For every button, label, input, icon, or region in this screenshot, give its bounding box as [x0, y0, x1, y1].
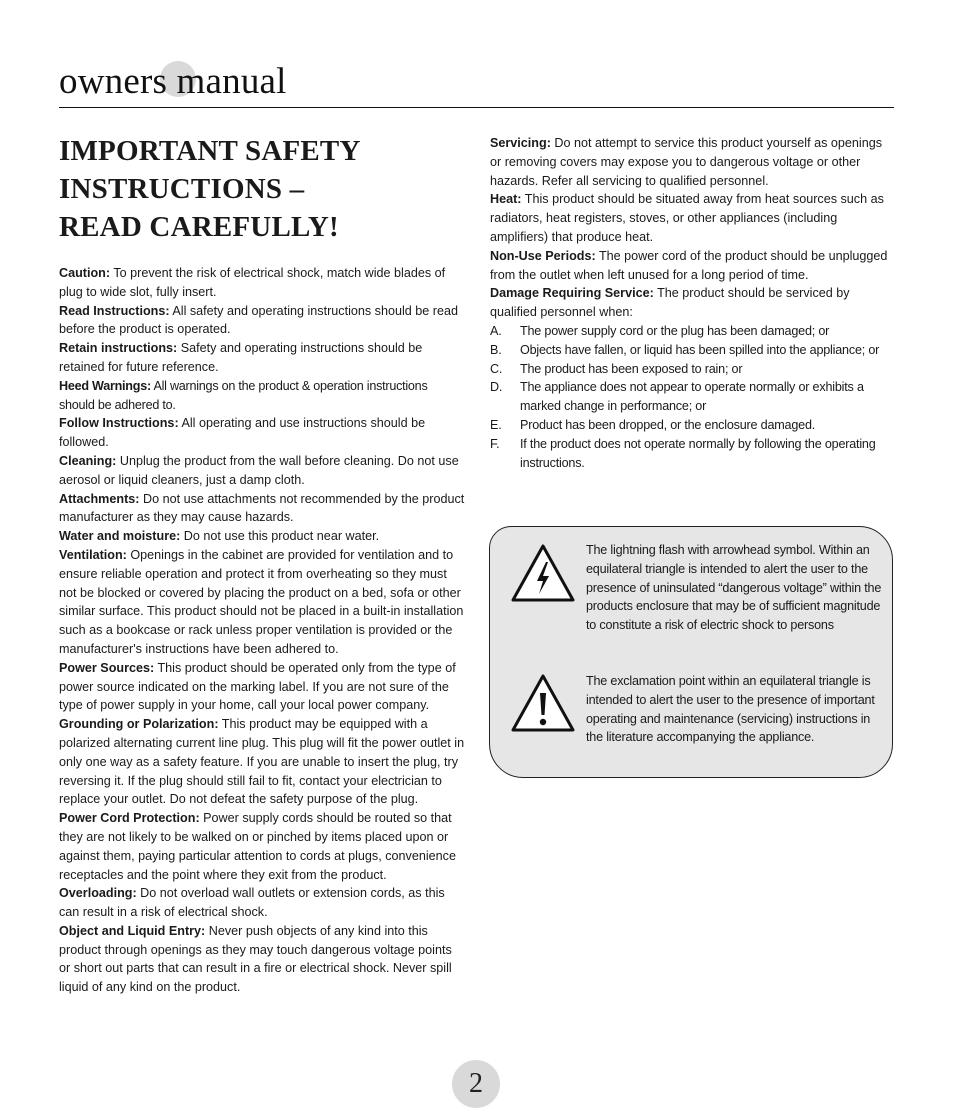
headline-line: INSTRUCTIONS –: [59, 173, 305, 205]
list-item: E. Product has been dropped, or the enclosure damaged.: [490, 417, 816, 432]
safety-item-water-moisture: Water and moisture: Do not use this product near water.: [59, 529, 380, 544]
safety-item-power-cord: Power Cord Protection: Power supply cords should be routed so that they are not likely to be walked on or pinched by items placed upon or against them, paying particular attention to cords at plugs, convenience receptacles and the point where they exit from the product.: [59, 811, 456, 882]
safety-item-attachments: Attachments: Do not use attachments not recommended by the product manufacturer as they may cause hazards.: [59, 491, 465, 525]
safety-item-follow-instructions: Follow Instructions: All operating and use instructions should be followed.: [59, 416, 426, 450]
page-number: 2: [469, 1068, 483, 1099]
safety-item-heat: Heat: This product should be situated away from heat sources such as radiators, heat registers, stoves, or other appliances (including amplifiers) that produce heat.: [490, 192, 884, 244]
safety-item-damage-service: Damage Requiring Service: The product should be serviced by qualified personnel when:: [490, 286, 850, 320]
header-divider: [59, 107, 894, 108]
safety-item-caution: Caution: To prevent the risk of electrical shock, match wide blades of plug to wide slot, fully insert.: [59, 266, 446, 299]
page-title: owners manual: [59, 61, 287, 102]
warning-symbols-box: [489, 526, 893, 778]
list-item: A. The power supply cord or the plug has been damaged; or: [490, 323, 830, 338]
safety-item-object-liquid: Object and Liquid Entry: Never push objects of any kind into this product through openings as they may touch dangerous voltage points or short out parts that can result in a fire or electrical shock. Never spill liquid of any kind on the product.: [59, 923, 452, 995]
safety-item-cleaning: Cleaning: Unplug the product from the wall before cleaning. Do not use aerosol or liquid cleaners, just a damp cloth.: [59, 453, 459, 487]
right-column: [490, 134, 894, 472]
list-item: D. The appliance does not appear to operate normally or exhibits a marked change in performance; or: [490, 380, 864, 414]
safety-item-power-sources: Power Sources: This product should be operated only from the type of power source indicated on the marking label. If you are not sure of the type of power supply in your home, call your local power company.: [59, 660, 456, 713]
list-item: B. Objects have fallen, or liquid has been spilled into the appliance; or: [490, 342, 880, 357]
headline-line: READ CAREFULLY!: [59, 211, 339, 243]
lightning-symbol-description: The lightning flash with arrowhead symbol. Within an equilateral triangle is intended to alert the user to the presence of uninsulated “dangerous voltage” within the products enclosure that may be of sufficient magnitude to constitute a risk of electric shock to persons: [586, 543, 882, 633]
list-item: C. The product has been exposed to rain; or: [490, 361, 743, 376]
left-column: [59, 132, 465, 997]
safety-item-overloading: Overloading: Do not overload wall outlets or extension cords, as this can result in a risk of electrical shock.: [59, 886, 445, 920]
safety-item-heed-warnings: Heed Warnings: All warnings on the product & operation instructions should be adhered to.: [59, 378, 428, 412]
list-item: F. If the product does not operate normally by following the operating instructions.: [490, 436, 876, 470]
exclamation-warning-triangle-icon: [510, 673, 576, 733]
exclamation-symbol-description: The exclamation point within an equilateral triangle is intended to alert the user to the presence of important operating and maintenance (servicing) instructions in the literature accompanying the appliance.: [586, 674, 875, 745]
safety-item-servicing: Servicing: Do not attempt to service this product yourself as openings or removing covers may expose you to dangerous voltage or other hazards. Refer all servicing to qualified personnel.: [490, 136, 883, 188]
damage-list: [490, 322, 894, 472]
safety-item-ventilation: Ventilation: Openings in the cabinet are provided for ventilation and to ensure reliable operation and protect it from overheating so they must not be blocked or covered by placing the product on a bed, sofa or other similar surface. This product should not be placed in a built-in installation such as a bookcase or rack unless proper ventilation is provided or the manufacturer's instructions have been adhered to.: [59, 547, 464, 656]
safety-headline: [59, 132, 465, 246]
safety-item-non-use: Non-Use Periods: The power cord of the product should be unplugged from the outlet when left unused for a long period of time.: [490, 248, 888, 282]
safety-item-grounding: Grounding or Polarization: This product may be equipped with a polarized alternating current line plug. This plug will fit the power outlet in only one way as a safety feature. If you are unable to insert the plug, try reversing it. If the plug should still fail to fit, contact your electrician to replace your outlet. Do not defeat the safety purpose of the plug.: [59, 717, 465, 807]
headline-line: IMPORTANT SAFETY: [59, 135, 361, 167]
safety-item-read-instructions: Read Instructions: All safety and operating instructions should be read before the product is operated.: [59, 303, 459, 337]
safety-item-retain-instructions: Retain instructions: Safety and operating instructions should be retained for future reference.: [59, 341, 423, 374]
lightning-warning-triangle-icon: [510, 543, 576, 603]
